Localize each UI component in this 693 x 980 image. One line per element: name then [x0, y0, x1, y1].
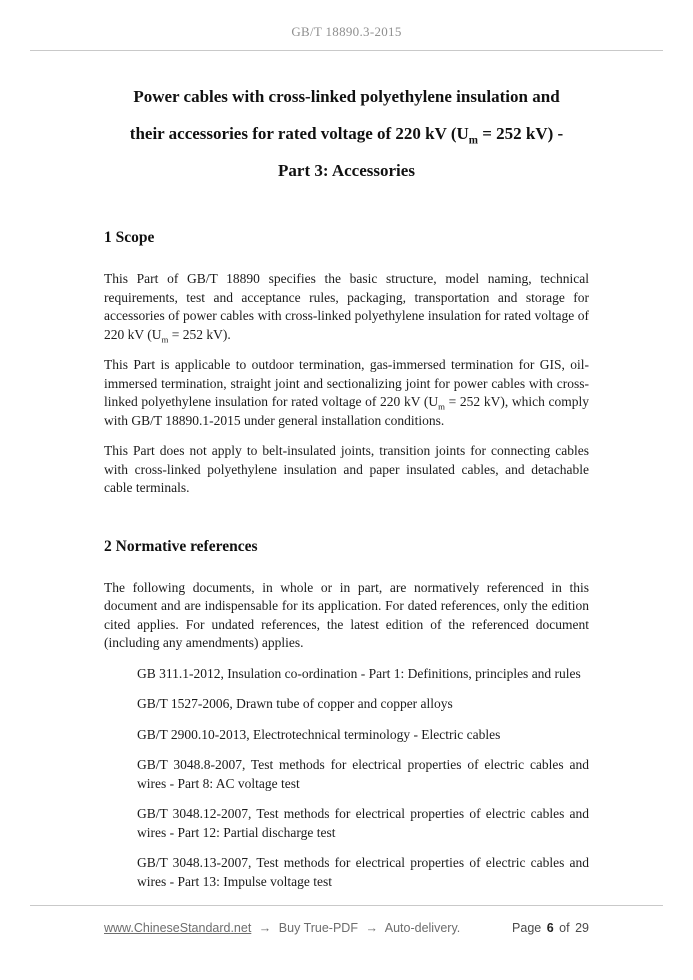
website-link[interactable]: www.ChineseStandard.net: [104, 921, 252, 935]
section-heading-scope: 1 Scope: [104, 229, 155, 246]
total-page-number: 29: [575, 921, 589, 935]
footer-delivery-text: Auto-delivery.: [384, 921, 461, 935]
paragraph-text: This Part of GB/T 18890 specifies the basic structure, model naming, technical requirements, test and acceptance rules, packaging, transportation and storage for accessories of power cables with cross-linked polyethylene insulation for rated voltage of 220 kV (U: [104, 271, 589, 342]
title-line-1: Power cables with cross-linked polyethylene insulation and: [133, 87, 560, 106]
reference-item: GB/T 2900.10-2013, Electrotechnical terminology - Electric cables: [137, 726, 501, 742]
scope-paragraph-2: [104, 356, 589, 430]
page-footer: [0, 905, 693, 980]
subscript-m: m: [468, 134, 478, 147]
references-intro-paragraph: The following documents, in whole or in part, are normatively referenced in this document and are indispensable for its application. For dated references, only the edition cited applies. For undated references, the latest edition of the referenced document (including any amendments) applies.: [104, 579, 589, 650]
current-page-number: 6: [546, 921, 554, 935]
header-divider: [30, 50, 663, 51]
title-line-3: Part 3: Accessories: [278, 161, 415, 180]
page-header: [0, 0, 693, 40]
reference-item: GB/T 3048.12-2007, Test methods for electrical properties of electric cables and wires - Part 12: Partial discharge test: [137, 806, 589, 840]
reference-item: GB/T 3048.13-2007, Test methods for electrical properties of electric cables and wires - Part 13: Impulse voltage test: [137, 855, 589, 889]
title-line-2: [104, 115, 589, 152]
document-title: [104, 78, 589, 189]
reference-item: GB 311.1-2012, Insulation co-ordination - Part 1: Definitions, principles and rules: [137, 665, 581, 681]
subscript-m: m: [161, 334, 169, 345]
page-label: Page: [512, 921, 542, 935]
document-content: [0, 78, 693, 891]
reference-item: GB/T 1527-2006, Drawn tube of copper and copper alloys: [137, 696, 453, 711]
arrow-icon: →: [258, 921, 272, 935]
paragraph-text: This Part is applicable to outdoor termination, gas-immersed termination for GIS, oil-immersed termination, straight joint and sectionalizing joint for power cables with cross-linked polyethylene insulation for rated voltage of 220 kV (U: [104, 357, 589, 409]
subscript-m: m: [438, 401, 445, 412]
title-line-2-tail: = 252 kV) -: [477, 124, 564, 143]
footer-buy-text: Buy True-PDF: [278, 921, 358, 935]
footer-info: [104, 921, 464, 935]
arrow-icon: →: [365, 921, 378, 935]
paragraph-text: = 252 kV).: [168, 326, 231, 342]
section-heading-normative-references: 2 Normative references: [104, 537, 258, 555]
reference-item: GB/T 3048.8-2007, Test methods for electrical properties of electric cables and wires - Part 8: AC voltage test: [137, 757, 589, 791]
page-indicator: [512, 921, 589, 935]
paragraph-text: = 252 kV), which comply with GB/T 18890.1-2015 under general installation conditions.: [104, 394, 589, 428]
scope-paragraph-3: This Part does not apply to belt-insulated joints, transition joints for connecting cables with cross-linked polyethylene insulation and paper insulated cables, and detachable cable terminals.: [104, 443, 589, 495]
of-label: of: [559, 921, 570, 935]
scope-paragraph-1: [104, 270, 589, 344]
title-line-2-text: their accessories for rated voltage of 220 kV (U: [129, 124, 469, 143]
standard-number: GB/T 18890.3-2015: [291, 24, 402, 39]
